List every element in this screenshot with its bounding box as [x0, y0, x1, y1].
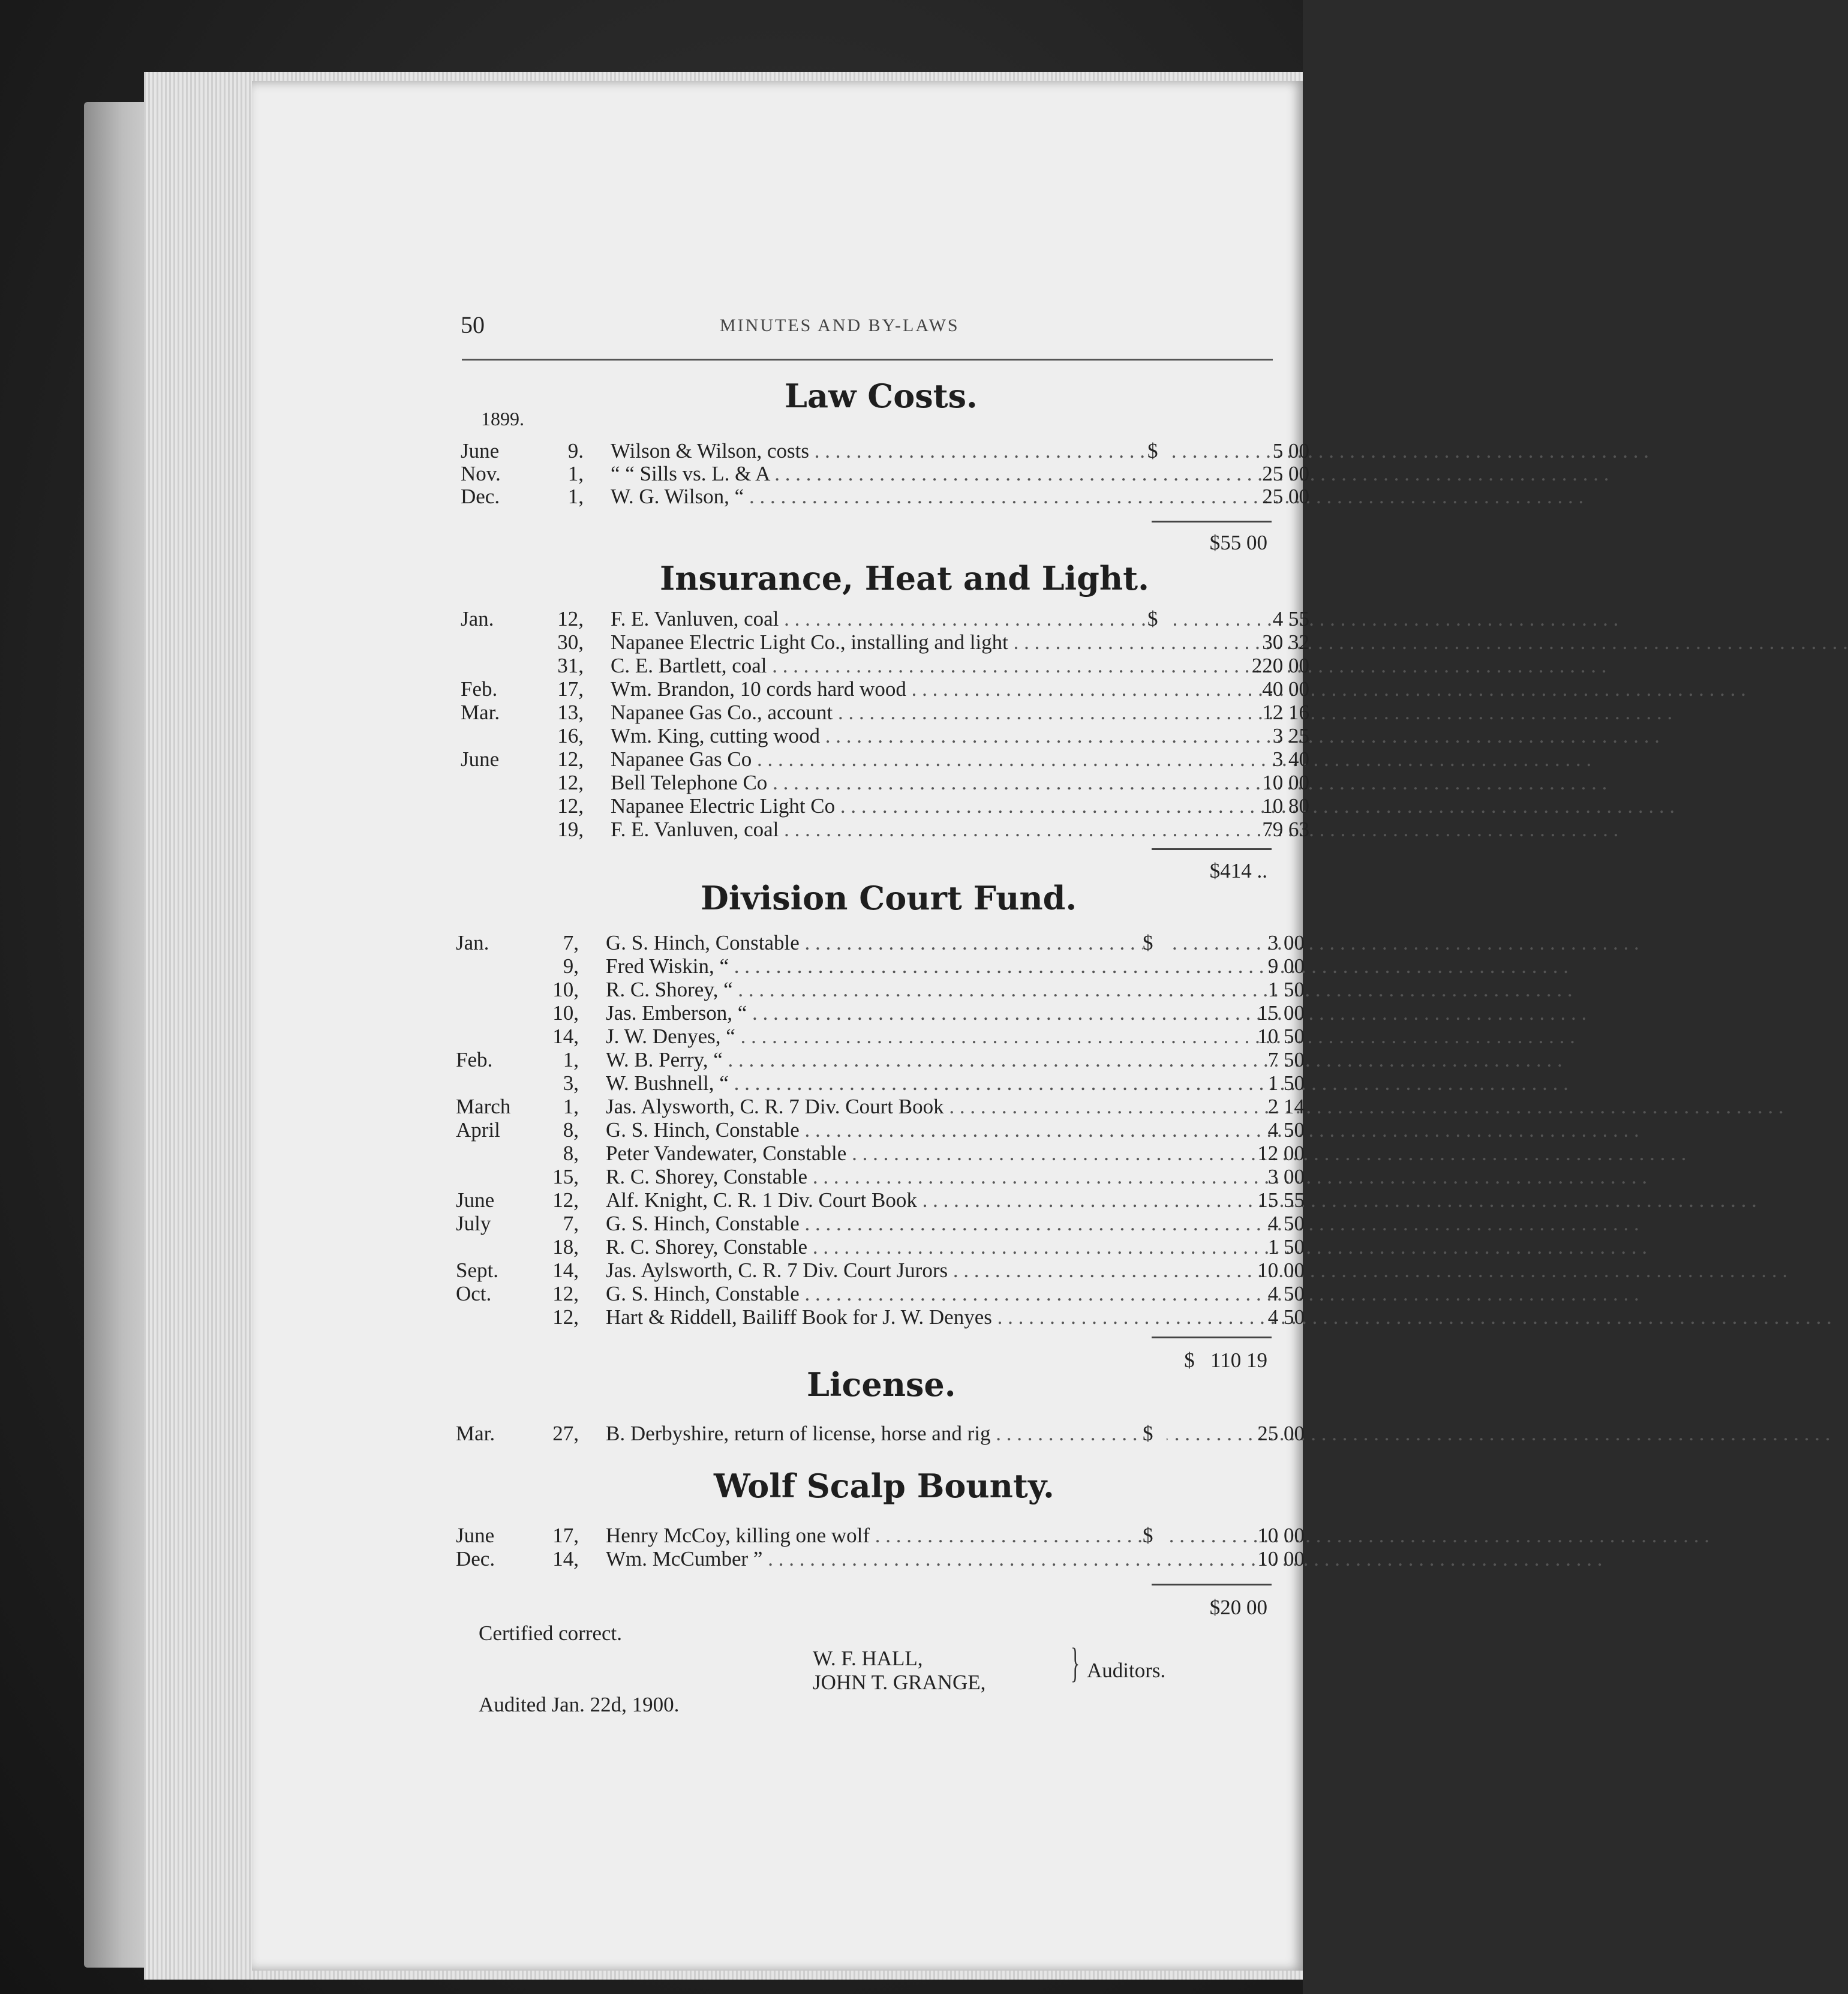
entry-month: July	[456, 1212, 491, 1235]
entry-month: June	[456, 1524, 495, 1547]
entry-amount: 1 50	[1267, 1235, 1305, 1259]
entry-amount: 5 00	[1272, 439, 1309, 463]
entry-amount: 12 16	[1262, 701, 1309, 724]
entry-month: Feb.	[456, 1048, 493, 1071]
entry-description: Wilson & Wilson, costs . . .	[611, 439, 1324, 463]
entry-description: G. S. Hinch, Constable . . .	[606, 1118, 1320, 1142]
entry-description: G. S. Hinch, Constable . . .	[606, 1282, 1320, 1306]
entry-amount: 3 00	[1267, 1165, 1305, 1188]
entry-amount: 10 00	[1257, 1547, 1305, 1570]
entry-day: 1,	[567, 485, 584, 508]
entry-day: 13,	[557, 701, 584, 724]
entry-month: June	[456, 1188, 495, 1212]
entry-day: 7,	[563, 931, 579, 954]
entry-day: 12,	[557, 794, 584, 818]
entry-day: 30,	[557, 630, 584, 654]
entry-amount: 3 40	[1272, 747, 1309, 771]
section-heading-law-costs: Law Costs.	[785, 377, 978, 415]
entry-amount: 7 50	[1267, 1048, 1305, 1071]
entry-month: Nov.	[461, 462, 501, 485]
entry-day: 1,	[567, 462, 584, 485]
dollar-sign: $	[1147, 607, 1171, 631]
entry-amount: 10 80	[1262, 794, 1309, 818]
entry-day: 1,	[563, 1095, 579, 1118]
page-number: 50	[461, 311, 485, 338]
entry-day: 8,	[563, 1118, 579, 1142]
section-heading-division-court: Division Court Fund.	[701, 879, 1077, 917]
entry-description: Peter Vandewater, Constable . . .	[606, 1142, 1320, 1166]
entry-month: March	[456, 1095, 511, 1118]
entry-day: 9.	[567, 439, 584, 463]
section-total: $55 00	[1209, 531, 1267, 554]
entry-amount: 220 00	[1251, 654, 1309, 677]
entry-description: Jas. Emberson, “ . . .	[606, 1001, 1320, 1025]
entry-day: 31,	[557, 654, 584, 677]
entry-description: R. C. Shorey, Constable . . .	[606, 1235, 1320, 1259]
entry-month: Jan.	[461, 607, 494, 630]
entry-description: Hart & Riddell, Bailiff Book for J. W. Denyes . . .	[606, 1305, 1320, 1329]
entry-description: Wm. Brandon, 10 cords hard wood . . .	[611, 677, 1324, 701]
entry-amount: 1 50	[1267, 978, 1305, 1001]
entry-day: 12,	[557, 607, 584, 630]
entry-description: G. S. Hinch, Constable . . .	[606, 1212, 1320, 1236]
entry-description: W. Bushnell, “ . . .	[606, 1071, 1320, 1095]
section-total: $20 00	[1209, 1596, 1267, 1619]
entry-day: 14,	[552, 1547, 579, 1570]
entry-day: 8,	[563, 1142, 579, 1165]
audit-date: Audited Jan. 22d, 1900.	[479, 1693, 680, 1716]
entry-amount: 30 32	[1262, 630, 1309, 654]
header-rule	[462, 359, 1273, 361]
entry-day: 12,	[552, 1188, 579, 1212]
dollar-sign: $	[1143, 931, 1167, 955]
dollar-sign: $	[1147, 439, 1171, 463]
section-heading-wolf-bounty: Wolf Scalp Bounty.	[714, 1467, 1054, 1505]
entry-amount: 10 50	[1257, 1025, 1305, 1048]
auditors-brace: }	[1071, 1640, 1080, 1686]
entry-month: Sept.	[456, 1259, 498, 1282]
entry-amount: 4 55	[1272, 607, 1309, 630]
entry-description: W. G. Wilson, “ . . .	[611, 485, 1324, 509]
entry-day: 16,	[557, 724, 584, 747]
entry-amount: 2 14	[1267, 1095, 1305, 1118]
entry-description: Wm. McCumber ” . . .	[606, 1547, 1320, 1571]
entry-month: Oct.	[456, 1282, 492, 1305]
auditor-name: W. F. HALL,	[813, 1647, 923, 1670]
year-label: 1899.	[481, 408, 524, 430]
entry-amount: 10 00	[1262, 771, 1309, 794]
dollar-sign: $	[1143, 1524, 1167, 1548]
entry-amount: 10 00	[1257, 1259, 1305, 1282]
entry-amount: 9 00	[1267, 954, 1305, 978]
entry-day: 12,	[557, 771, 584, 794]
entry-day: 1,	[563, 1048, 579, 1071]
section-heading-license: License.	[807, 1365, 956, 1404]
entry-amount: 40 00	[1262, 677, 1309, 701]
entry-description: Henry McCoy, killing one wolf . . .	[606, 1524, 1320, 1548]
entry-description: C. E. Bartlett, coal . . .	[611, 654, 1324, 678]
entry-amount: 3 00	[1267, 931, 1305, 954]
section-total: $ 110 19	[1184, 1349, 1267, 1372]
entry-description: Fred Wiskin, “ . . .	[606, 954, 1320, 978]
entry-amount: 25 00	[1262, 462, 1309, 485]
entry-description: R. C. Shorey, Constable . . .	[606, 1165, 1320, 1189]
entry-day: 3,	[563, 1071, 579, 1095]
auditors-label: Auditors.	[1087, 1659, 1166, 1682]
sum-rule	[1152, 848, 1272, 850]
entry-amount: 15 00	[1257, 1001, 1305, 1025]
entry-day: 9,	[563, 954, 579, 978]
entry-day: 14,	[552, 1025, 579, 1048]
entry-description: Jas. Alysworth, C. R. 7 Div. Court Book . . .	[606, 1095, 1320, 1119]
entry-month: Jan.	[456, 931, 489, 954]
entry-amount: 4 50	[1267, 1212, 1305, 1235]
entry-description: G. S. Hinch, Constable . . .	[606, 931, 1320, 955]
entry-description: Napanee Gas Co . . .	[611, 747, 1324, 771]
certified-statement: Certified correct.	[479, 1621, 623, 1645]
entry-amount: 3 25	[1272, 724, 1309, 747]
entry-day: 12,	[552, 1305, 579, 1329]
sum-rule	[1152, 1584, 1272, 1585]
entry-day: 19,	[557, 818, 584, 841]
entry-month: Dec.	[461, 485, 500, 508]
entry-month: Mar.	[456, 1422, 495, 1445]
entry-month: June	[461, 747, 500, 771]
section-heading-insurance: Insurance, Heat and Light.	[660, 559, 1149, 597]
entry-day: 17,	[552, 1524, 579, 1547]
entry-month: April	[456, 1118, 500, 1142]
entry-day: 12,	[552, 1282, 579, 1305]
entry-day: 14,	[552, 1259, 579, 1282]
entry-month: June	[461, 439, 500, 463]
entry-amount: 1 50	[1267, 1071, 1305, 1095]
entry-month: Feb.	[461, 677, 498, 701]
entry-amount: 15 55	[1257, 1188, 1305, 1212]
entry-day: 10,	[552, 978, 579, 1001]
entry-description: Jas. Aylsworth, C. R. 7 Div. Court Jurors . . .	[606, 1259, 1320, 1283]
running-title: MINUTES AND BY-LAWS	[720, 316, 960, 335]
auditor-name: JOHN T. GRANGE,	[813, 1671, 986, 1694]
sum-rule	[1152, 1337, 1272, 1338]
entry-amount: 12 00	[1257, 1142, 1305, 1165]
entry-description: Alf. Knight, C. R. 1 Div. Court Book . . .	[606, 1188, 1320, 1212]
entry-day: 17,	[557, 677, 584, 701]
entry-description: J. W. Denyes, “ . . .	[606, 1025, 1320, 1049]
entry-amount: 25 00	[1262, 485, 1309, 508]
entry-description: Bell Telephone Co . . .	[611, 771, 1324, 795]
entry-day: 12,	[557, 747, 584, 771]
entry-amount: 10 00	[1257, 1524, 1305, 1547]
entry-day: 15,	[552, 1165, 579, 1188]
section-total: $414 ..	[1209, 859, 1267, 882]
entry-amount: 4 50	[1267, 1118, 1305, 1142]
entry-amount: 4 50	[1267, 1282, 1305, 1305]
entry-day: 7,	[563, 1212, 579, 1235]
entry-day: 27,	[552, 1422, 579, 1445]
entry-amount: 79 63	[1262, 818, 1309, 841]
entry-amount: 25 00	[1257, 1422, 1305, 1445]
entry-description: W. B. Perry, “ . . .	[606, 1048, 1320, 1072]
entry-day: 10,	[552, 1001, 579, 1025]
entry-description: B. Derbyshire, return of license, horse and rig . . .	[606, 1422, 1320, 1446]
entry-description: F. E. Vanluven, coal . . .	[611, 818, 1324, 842]
entry-description: Napanee Electric Light Co . . .	[611, 794, 1324, 818]
entry-description: Napanee Gas Co., account . . .	[611, 701, 1324, 725]
entry-amount: 4 50	[1267, 1305, 1305, 1329]
entry-day: 18,	[552, 1235, 579, 1259]
entry-description: Napanee Electric Light Co., installing and light . . .	[611, 630, 1324, 654]
entry-description: R. C. Shorey, “ . . .	[606, 978, 1320, 1002]
dollar-sign: $	[1143, 1422, 1167, 1446]
entry-description: “ “ Sills vs. L. & A . . .	[611, 462, 1324, 486]
entry-month: Mar.	[461, 701, 500, 724]
entry-description: F. E. Vanluven, coal . . .	[611, 607, 1324, 631]
entry-month: Dec.	[456, 1547, 495, 1570]
sum-rule	[1152, 521, 1272, 522]
entry-description: Wm. King, cutting wood . . .	[611, 724, 1324, 748]
